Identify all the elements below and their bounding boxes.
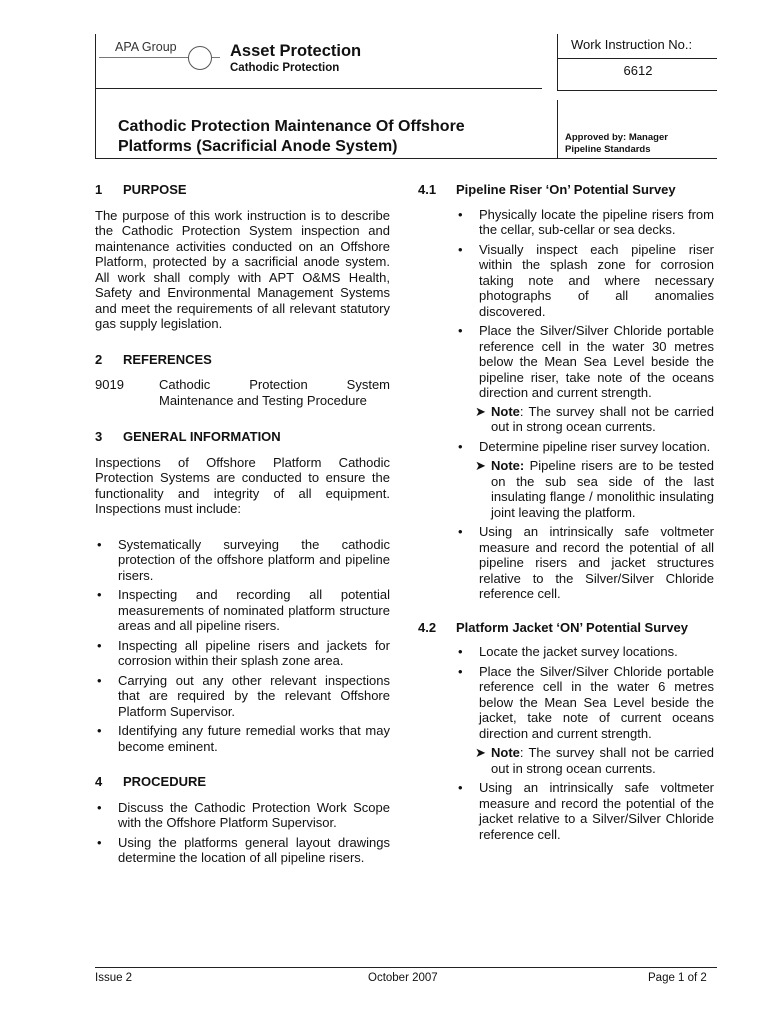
footer-page-number: Page 1 of 2: [648, 972, 707, 984]
section-heading-jacket: [418, 620, 714, 636]
list-item: • Using an intrinsically safe voltmeter measure and record the potential of the jacket relative to a Silver/Silver Chloride reference cell.: [456, 780, 714, 842]
list-item: • Determine pipeline riser survey location.: [456, 439, 714, 455]
logo-circle-icon: [188, 46, 212, 70]
arrow-bullet-icon: ➤: [475, 458, 486, 473]
reference-item: [95, 377, 390, 408]
riser-list-3: [418, 524, 714, 602]
right-column: [418, 182, 714, 846]
section-title: PURPOSE: [123, 182, 187, 197]
list-item: • Identifying any future remedial works that may become eminent.: [95, 723, 390, 754]
document-title-line1: Cathodic Protection Maintenance Of Offshore: [118, 118, 465, 135]
section-heading-references: [95, 352, 390, 368]
note-label: Note: [491, 745, 520, 760]
section-title: PROCEDURE: [123, 774, 207, 789]
section-number: 4: [95, 774, 103, 789]
reference-title: Cathodic Protection System Maintenance and Testing Procedure: [159, 377, 390, 408]
arrow-bullet-icon: ➤: [475, 745, 486, 760]
riser-note-current: [456, 404, 714, 435]
list-item: • Visually inspect each pipeline riser within the splash zone for corrosion taking note and where necessary photographs of all anomalies discovered.: [456, 242, 714, 320]
approved-by: [565, 132, 668, 155]
jacket-list: [418, 644, 714, 741]
document-title-line2: Platforms (Sacrificial Anode System): [118, 138, 398, 155]
list-item: [456, 323, 714, 401]
list-item: • Carrying out any other relevant inspections that are required by the relevant Offshore Platform Supervisor.: [95, 673, 390, 720]
list-item: • Place the Silver/Silver Chloride portable reference cell in the water 6 metres below the Mean Sea Level beside the jacket, take note of current oceans direction and current strength.: [456, 664, 714, 742]
general-list: [95, 537, 390, 755]
work-instruction-label: Work Instruction No.:: [571, 37, 693, 52]
jacket-list-2: [418, 780, 714, 842]
header-left-border: [95, 34, 96, 159]
header-rule: [95, 88, 542, 89]
list-item: • Physically locate the pipeline risers from the cellar, sub-cellar or sea decks.: [456, 207, 714, 238]
footer-rule: [95, 967, 717, 968]
list-item-text: Place the Silver/Silver Chloride portable reference cell in the water 30 metres below the Mean Sea Level beside the pipeline riser, take note of the oceans direction and current strength.: [479, 323, 714, 400]
list-item: • Inspecting all pipeline risers and jackets for corrosion within their splash zone area.: [95, 638, 390, 669]
section-title: Pipeline Riser ‘On’ Potential Survey: [456, 182, 676, 197]
approved-by-line1: Approved by: Manager: [565, 132, 668, 143]
general-intro-text: Inspections of Offshore Platform Cathodic Protection Systems are conducted to ensure the functionality and integrity of all equipment. Inspections must include:: [95, 454, 390, 516]
note-text: : The survey shall not be carried out in strong ocean currents.: [491, 403, 714, 434]
list-item: • Using the platforms general layout drawings determine the location of all pipeline risers.: [95, 835, 390, 866]
note-text: Pipeline risers are to be tested on the sub sea side of the last insulating flange / monolithic insulating joint leaving the platform.: [491, 458, 714, 520]
section-heading-purpose: [95, 182, 390, 198]
approved-box-border: [557, 100, 558, 159]
section-number: 4.2: [418, 619, 437, 635]
wi-box-divider: [557, 58, 717, 59]
section-number: 1: [95, 182, 103, 197]
section-number: 4.1: [418, 182, 437, 197]
company-logo: APA Group: [115, 40, 177, 54]
arrow-bullet-icon: ➤: [475, 403, 486, 419]
note-text: : The survey shall not be carried out in strong ocean currents.: [491, 745, 714, 776]
section-number: 3: [95, 429, 103, 444]
section-heading-riser: [418, 182, 714, 198]
approved-by-line2: Pipeline Standards: [565, 143, 651, 155]
list-item: • Using an intrinsically safe voltmeter measure and record the potential of all pipeline risers and jacket structures relative to the Silver/Silver Chloride reference cell.: [456, 524, 714, 602]
left-column: [95, 182, 390, 870]
work-instruction-number: 6612: [623, 63, 653, 78]
section-title: GENERAL INFORMATION: [123, 429, 281, 444]
section-number: 2: [95, 351, 103, 367]
wi-box-bottom: [557, 90, 717, 91]
riser-list: [418, 207, 714, 401]
note-label: Note:: [491, 458, 525, 473]
riser-note-location: [456, 458, 714, 520]
wi-box-border: [557, 34, 558, 91]
list-item: • Locate the jacket survey locations.: [456, 644, 714, 660]
section-heading-general: [95, 429, 390, 445]
note-label: Note: [491, 403, 520, 419]
jacket-note-current: [456, 745, 714, 776]
document-title: [118, 117, 465, 157]
list-item: • Inspecting and recording all potential measurements of nominated platform structure areas and all pipeline risers.: [95, 587, 390, 634]
purpose-text: The purpose of this work instruction is to describe the Cathodic Protection System inspection and maintenance activities conducted on an Offshore Platform, protected by a sacrificial anode system. All work shall comply with APT O&MS Health, Safety and Environmental Management Systems and meet the requirements of all relevant statutory gas supply legislation.: [95, 207, 390, 331]
footer-date: October 2007: [368, 972, 438, 984]
section-title: Platform Jacket ‘ON’ Potential Survey: [456, 619, 688, 635]
procedure-list: [95, 800, 390, 866]
list-item: • Systematically surveying the cathodic protection of the offshore platform and pipeline risers.: [95, 537, 390, 584]
section-heading-procedure: [95, 774, 390, 790]
header-subtitle: Cathodic Protection: [230, 62, 340, 74]
section-title: REFERENCES: [123, 351, 212, 367]
reference-code: 9019: [95, 377, 124, 392]
riser-list-2: [418, 439, 714, 455]
footer-issue: Issue 2: [95, 972, 133, 984]
list-item: • Discuss the Cathodic Protection Work Scope with the Offshore Platform Supervisor.: [95, 800, 390, 831]
header-title: Asset Protection: [230, 42, 362, 60]
header-bottom-rule: [95, 158, 717, 159]
